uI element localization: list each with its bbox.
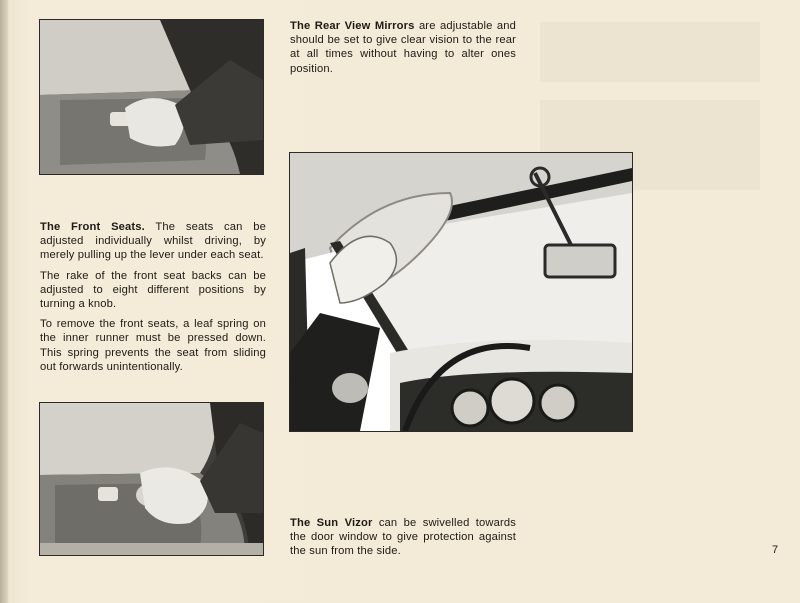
seat-lever-photo [40, 20, 263, 174]
interior-visor-mirror-photo [290, 153, 632, 431]
rear-view-mirrors-body: are adjustable and should be set to give clear vision to the rear at all times without having to alter ones position. [290, 20, 516, 75]
page-spine [0, 0, 8, 603]
sun-vizor-body: can be swivelled towards the door window to give protection against the sun from the side. [290, 517, 516, 558]
seat-knob-photo [40, 403, 263, 555]
front-seats-body: The seats can be adjusted individually whilst driving, by merely pulling up the lever under each seat. [40, 221, 266, 262]
sun-vizor-text [290, 516, 516, 565]
front-seats-heading: The Front Seats. [40, 221, 145, 233]
rear-view-mirrors-text [290, 19, 516, 82]
front-seats-text [40, 220, 266, 380]
bleed-through-text [540, 22, 760, 82]
seat-rake-paragraph: The rake of the front seat backs can be adjusted to eight different positions by turning a knob. [40, 269, 266, 311]
sun-vizor-heading: The Sun Vizor [290, 517, 373, 529]
page-number: 7 [772, 544, 779, 556]
seat-removal-paragraph: To remove the front seats, a leaf spring on the inner runner must be pressed down. This spring prevents the seat from sliding out forwards unintentionally. [40, 318, 266, 373]
rear-view-mirrors-heading: The Rear View Mirrors [290, 20, 415, 32]
